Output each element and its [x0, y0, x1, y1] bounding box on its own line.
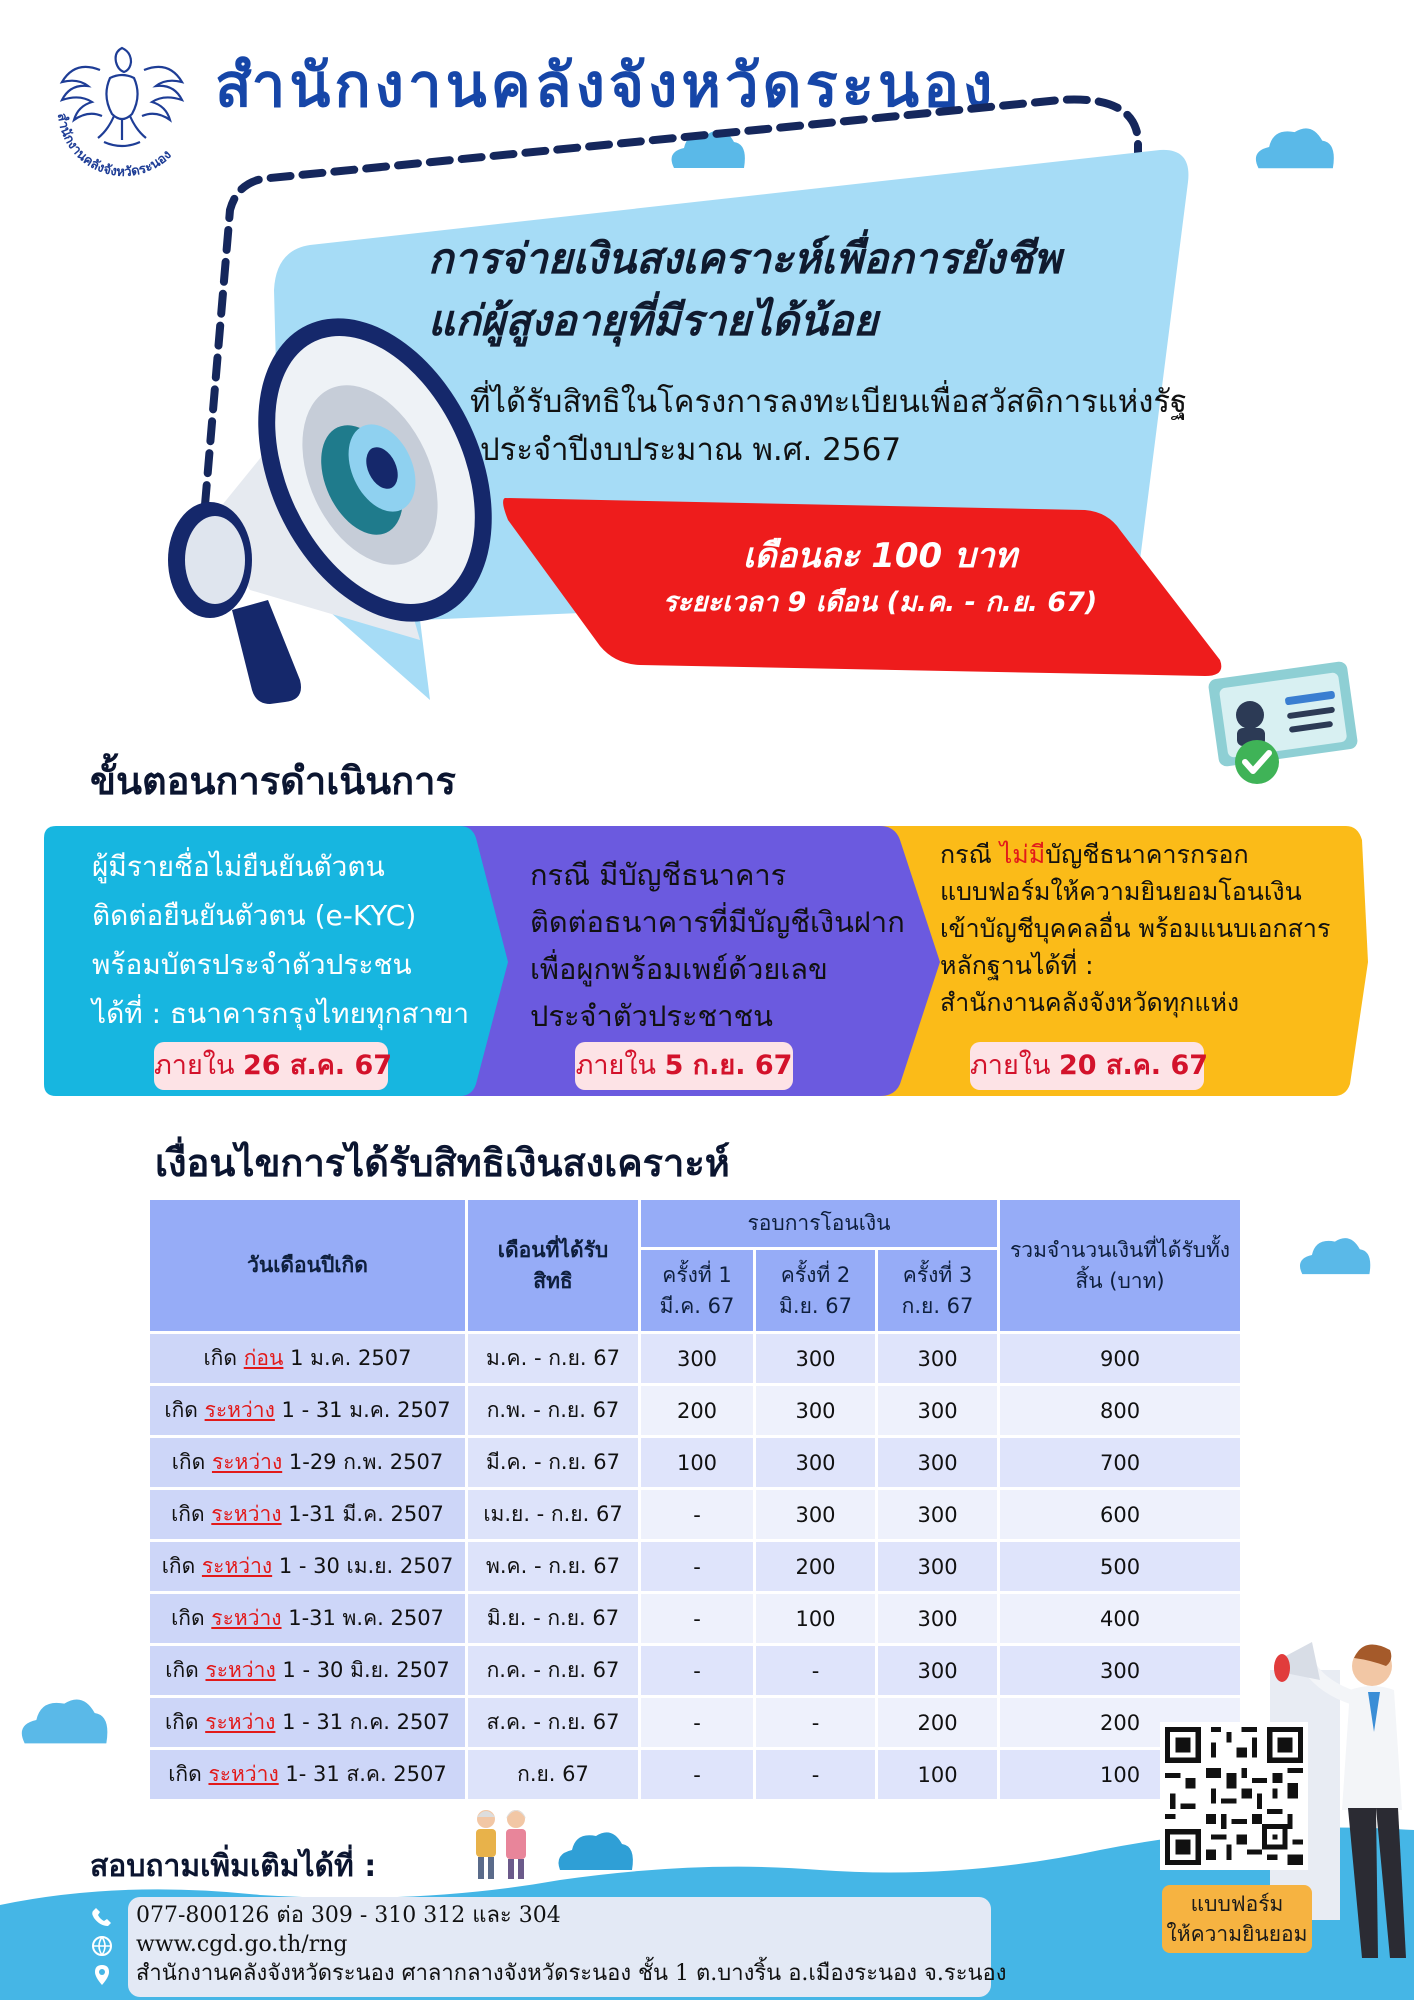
- hero-title-line2: แก่ผู้สูงอายุที่มีรายได้น้อย: [428, 296, 878, 345]
- phone-icon: [90, 1905, 114, 1929]
- step3-line: แบบฟอร์มให้ความยินยอมโอนเงิน: [940, 877, 1302, 906]
- hero-subtitle-line1: ที่ได้รับสิทธิในโครงการลงทะเบียนเพื่อสวัสดิการแห่งรัฐ: [470, 384, 1188, 420]
- step2-text: [530, 852, 905, 1040]
- round2-cell: -: [755, 1749, 877, 1801]
- step3-deadline: ภายใน 20 ส.ค. 67: [970, 1042, 1204, 1090]
- birth-date-cell: เกิด ระหว่าง 1 - 31 ม.ค. 2507: [149, 1385, 467, 1437]
- eligible-months-cell: มิ.ย. - ก.ย. 67: [467, 1593, 640, 1645]
- round2-cell: 200: [755, 1541, 877, 1593]
- step1-line: ติดต่อยืนยันตัวตน (e-KYC): [92, 899, 417, 932]
- table-row: [149, 1645, 1242, 1697]
- hero-subtitle-line2: ประจำปีงบประมาณ พ.ศ. 2567: [480, 432, 902, 468]
- step2-line: ประจำตัวประชาชน: [530, 999, 773, 1033]
- total-cell: 300: [999, 1645, 1242, 1697]
- total-cell: 500: [999, 1541, 1242, 1593]
- payment-period: ระยะเวลา 9 เดือน (ม.ค. - ก.ย. 67): [662, 587, 1098, 618]
- step1-deadline: ภายใน 26 ส.ค. 67: [154, 1042, 388, 1090]
- hero-subtitle: [470, 378, 1187, 474]
- step3-line: เข้าบัญชีบุคคลอื่น พร้อมแนบเอกสาร: [940, 914, 1331, 943]
- conditions-table: [147, 1197, 1243, 1802]
- elderly-couple-illustration: [462, 1805, 542, 1885]
- location-pin-icon: [90, 1963, 114, 1987]
- round2-cell: 300: [755, 1385, 877, 1437]
- birth-date-cell: เกิด ระหว่าง 1 - 30 เม.ย. 2507: [149, 1541, 467, 1593]
- round1-cell: 100: [640, 1437, 755, 1489]
- table-row: [149, 1697, 1242, 1749]
- round1-cell: 300: [640, 1333, 755, 1385]
- col-birth-date: วันเดือนปีเกิด: [149, 1199, 467, 1333]
- step3-line: หลักฐานได้ที่ :: [940, 951, 1094, 980]
- round3-cell: 200: [877, 1697, 999, 1749]
- round2-cell: 300: [755, 1333, 877, 1385]
- step1-line: ผู้มีรายชื่อไม่ยืนยันตัวตน: [92, 850, 385, 883]
- eligible-months-cell: ม.ค. - ก.ย. 67: [467, 1333, 640, 1385]
- birth-date-cell: เกิด ระหว่าง 1-29 ก.พ. 2507: [149, 1437, 467, 1489]
- round1-cell: 200: [640, 1385, 755, 1437]
- round3-cell: 300: [877, 1541, 999, 1593]
- contact-website[interactable]: www.cgd.go.th/rng: [136, 1932, 348, 1957]
- col-transfer-rounds: รอบการโอนเงิน: [640, 1199, 999, 1249]
- table-row: [149, 1385, 1242, 1437]
- birth-date-cell: เกิด ระหว่าง 1 - 31 ก.ค. 2507: [149, 1697, 467, 1749]
- total-cell: 200: [999, 1697, 1242, 1749]
- round1-cell: -: [640, 1645, 755, 1697]
- round1-cell: -: [640, 1697, 755, 1749]
- step3-text: [940, 836, 1330, 1021]
- hero-title-line1: การจ่ายเงินสงเคราะห์เพื่อการยังชีพ: [428, 234, 1062, 283]
- round2-cell: 100: [755, 1593, 877, 1645]
- conditions-heading: เงื่อนไขการได้รับสิทธิเงินสงเคราะห์: [155, 1141, 730, 1185]
- step2-deadline: ภายใน 5 ก.ย. 67: [575, 1042, 793, 1090]
- round2-cell: -: [755, 1645, 877, 1697]
- total-cell: 100: [999, 1749, 1242, 1801]
- round2-cell: 300: [755, 1437, 877, 1489]
- table-row: [149, 1437, 1242, 1489]
- total-cell: 800: [999, 1385, 1242, 1437]
- step1-text: [92, 842, 469, 1038]
- total-cell: 700: [999, 1437, 1242, 1489]
- eligible-months-cell: พ.ค. - ก.ย. 67: [467, 1541, 640, 1593]
- eligible-months-cell: ส.ค. - ก.ย. 67: [467, 1697, 640, 1749]
- steps-heading: ขั้นตอนการดำเนินการ: [90, 759, 456, 803]
- col-eligible-months: เดือนที่ได้รับ สิทธิ: [467, 1199, 640, 1333]
- monthly-amount: เดือนละ 100 บาท: [742, 536, 1018, 576]
- cloud-icon: [1294, 1232, 1372, 1278]
- cloud-icon: [14, 1692, 110, 1748]
- col-round-1: ครั้งที่ 1 มี.ค. 67: [640, 1249, 755, 1333]
- round3-cell: 100: [877, 1749, 999, 1801]
- round1-cell: -: [640, 1541, 755, 1593]
- svg-text:สำนักงานคลังจังหวัดระนอง: สำนักงานคลังจังหวัดระนอง: [53, 112, 175, 180]
- id-card-check-icon: [1205, 660, 1365, 785]
- round3-cell: 300: [877, 1645, 999, 1697]
- round2-cell: 300: [755, 1489, 877, 1541]
- col-round-3: ครั้งที่ 3 ก.ย. 67: [877, 1249, 999, 1333]
- step1-line: พร้อมบัตรประจำตัวประชน: [92, 948, 412, 981]
- total-cell: 400: [999, 1593, 1242, 1645]
- amount-banner: [610, 530, 1150, 624]
- total-cell: 600: [999, 1489, 1242, 1541]
- birth-date-cell: เกิด ระหว่าง 1-31 มี.ค. 2507: [149, 1489, 467, 1541]
- qr-code[interactable]: [1160, 1722, 1308, 1870]
- col-total-amount: รวมจำนวนเงินที่ได้รับทั้ง สิ้น (บาท): [999, 1199, 1242, 1333]
- birth-date-cell: เกิด ระหว่าง 1- 31 ส.ค. 2507: [149, 1749, 467, 1801]
- total-cell: 900: [999, 1333, 1242, 1385]
- round3-cell: 300: [877, 1333, 999, 1385]
- table-row: [149, 1593, 1242, 1645]
- birth-date-cell: เกิด ก่อน 1 ม.ค. 2507: [149, 1333, 467, 1385]
- contact-address: สำนักงานคลังจังหวัดระนอง ศาลากลางจังหวัดระนอง ชั้น 1 ต.บางริ้น อ.เมืองระนอง จ.ระนอง: [136, 1961, 1007, 1986]
- birth-date-cell: เกิด ระหว่าง 1-31 พ.ค. 2507: [149, 1593, 467, 1645]
- table-row: [149, 1541, 1242, 1593]
- round1-cell: -: [640, 1593, 755, 1645]
- eligible-months-cell: ก.พ. - ก.ย. 67: [467, 1385, 640, 1437]
- round3-cell: 300: [877, 1437, 999, 1489]
- round3-cell: 300: [877, 1385, 999, 1437]
- step3-line: กรณี ไม่มีบัญชีธนาคารกรอก: [940, 840, 1249, 869]
- round1-cell: -: [640, 1489, 755, 1541]
- step2-line: ติดต่อธนาคารที่มีบัญชีเงินฝาก: [530, 905, 905, 939]
- col-round-2: ครั้งที่ 2 มิ.ย. 67: [755, 1249, 877, 1333]
- step2-line: เพื่อผูกพร้อมเพย์ด้วยเลข: [530, 952, 828, 986]
- no-account-highlight: ไม่มี: [999, 840, 1046, 869]
- step1-line: ได้ที่ : ธนาคารกรุงไทยทุกสาขา: [92, 997, 470, 1030]
- round3-cell: 300: [877, 1593, 999, 1645]
- contact-phone[interactable]: 077-800126 ต่อ 309 - 310 312 และ 304: [136, 1903, 561, 1928]
- birth-date-cell: เกิด ระหว่าง 1 - 30 มิ.ย. 2507: [149, 1645, 467, 1697]
- table-row: [149, 1333, 1242, 1385]
- consent-form-label: แบบฟอร์ม ให้ความยินยอม: [1162, 1885, 1312, 1953]
- step3-line: สำนักงานคลังจังหวัดทุกแห่ง: [940, 988, 1240, 1017]
- hero-title: [428, 228, 1061, 352]
- contact-heading: สอบถามเพิ่มเติมได้ที่ :: [90, 1849, 377, 1884]
- agency-title: สำนักงานคลังจังหวัดระนอง: [215, 51, 997, 121]
- eligible-months-cell: ก.ย. 67: [467, 1749, 640, 1801]
- eligible-months-cell: เม.ย. - ก.ย. 67: [467, 1489, 640, 1541]
- eligible-months-cell: ก.ค. - ก.ย. 67: [467, 1645, 640, 1697]
- eligible-months-cell: มี.ค. - ก.ย. 67: [467, 1437, 640, 1489]
- round2-cell: -: [755, 1697, 877, 1749]
- round1-cell: -: [640, 1749, 755, 1801]
- table-row: [149, 1489, 1242, 1541]
- globe-icon: [90, 1934, 114, 1958]
- round3-cell: 300: [877, 1489, 999, 1541]
- step2-line: กรณี มีบัญชีธนาคาร: [530, 858, 787, 892]
